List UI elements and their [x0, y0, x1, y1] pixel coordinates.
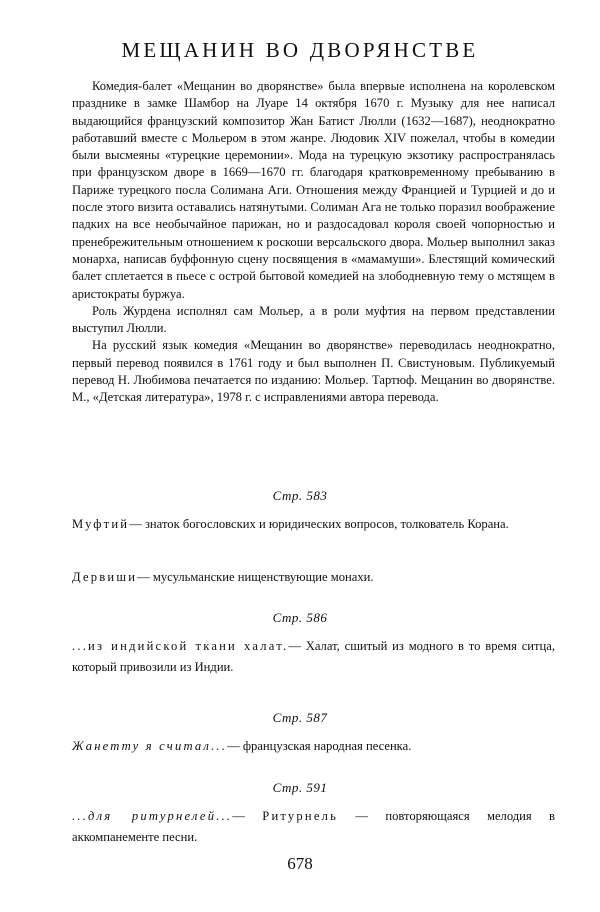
- page-reference: Стр. 583: [272, 488, 328, 503]
- page-reference: Стр. 591: [272, 780, 328, 795]
- note-term: ...из индийской ткани халат.: [72, 639, 289, 653]
- note-text: — Халат, сшитый из модного в то время ситца, который привозили из Индии.: [72, 639, 556, 674]
- note-entry: [72, 736, 555, 757]
- note-entry: [72, 636, 555, 678]
- page-title: МЕЩАНИН ВО ДВОРЯНСТВЕ: [121, 38, 479, 62]
- intro-text: [72, 78, 555, 407]
- note-text: — повторяющаяся мелодия в аккомпанементе песни.: [72, 809, 555, 844]
- note-term: Муфтий: [72, 517, 130, 531]
- note-entry: [72, 806, 555, 848]
- note-term: Дервиши: [72, 570, 138, 584]
- note-entry: [72, 514, 555, 535]
- page-number: 678: [287, 854, 313, 873]
- note-text: — французская народная песенка.: [227, 739, 412, 753]
- page-reference: Стр. 587: [272, 710, 328, 725]
- intro-paragraph: На русский язык комедия «Мещанин во дворянстве» переводилась неоднократно, первый перевод появился в 1761 году и был выполнен П. Свистуновым. Публикуемый перевод Н. Любимова печатается по изданию: Мольер. Тартюф. Мещанин во дворянстве. М., «Детская литература», 1978 г. с исправлениями автора перевода.: [72, 338, 555, 405]
- note-term: Ритурнель: [262, 809, 339, 823]
- note-text: — знаток богословских и юридических вопросов, толкователь Корана.: [129, 517, 509, 531]
- note-text: — мусульманские нищенствующие монахи.: [137, 570, 374, 584]
- note-term: Жанетту я считал...: [72, 739, 228, 753]
- intro-paragraph: Роль Журдена исполнял сам Мольер, а в роли муфтия на первом представлении выступил Люлли.: [72, 303, 555, 336]
- note-entry: [72, 567, 555, 588]
- note-term: ...для ритурнелей...: [72, 809, 233, 823]
- intro-paragraph: Комедия-балет «Мещанин во дворянстве» была впервые исполнена на королевском празднике в замке Шамбор на Луаре 14 октября 1670 г. Музыку для нее написал выдающийся французский композитор Жан Батист Люлли (1632—1687), неоднократно работавший вместе с Мольером в этом жанре. Людовик XIV пожелал, чтобы в комедии были высмеяны «турецкие церемонии». Мода на турецкую экзотику распространялась при французском дворе в 1669—1670 гг. благодаря кратковременному пребыванию в Париже турецкого посла Солимана Аги. Отношения между Францией и Турцией и до и после этого визита оставались натянутыми. Солиман Ага не только поразил воображение падких на все необычайное парижан, но и раздосадовал короля своей чопорностью и пренебрежительным отношением к роскоши версальского двора. Мольер выполнил заказ монарха, написав буффонную сцену посвящения в «мамамуши». Блестящий комический балет сплетается в пьесе с острой бытовой комедией на злободневную тему о мстящем в аристократы буржуа.: [72, 79, 555, 301]
- page-reference: Стр. 586: [272, 610, 328, 625]
- note-dash: —: [232, 809, 263, 823]
